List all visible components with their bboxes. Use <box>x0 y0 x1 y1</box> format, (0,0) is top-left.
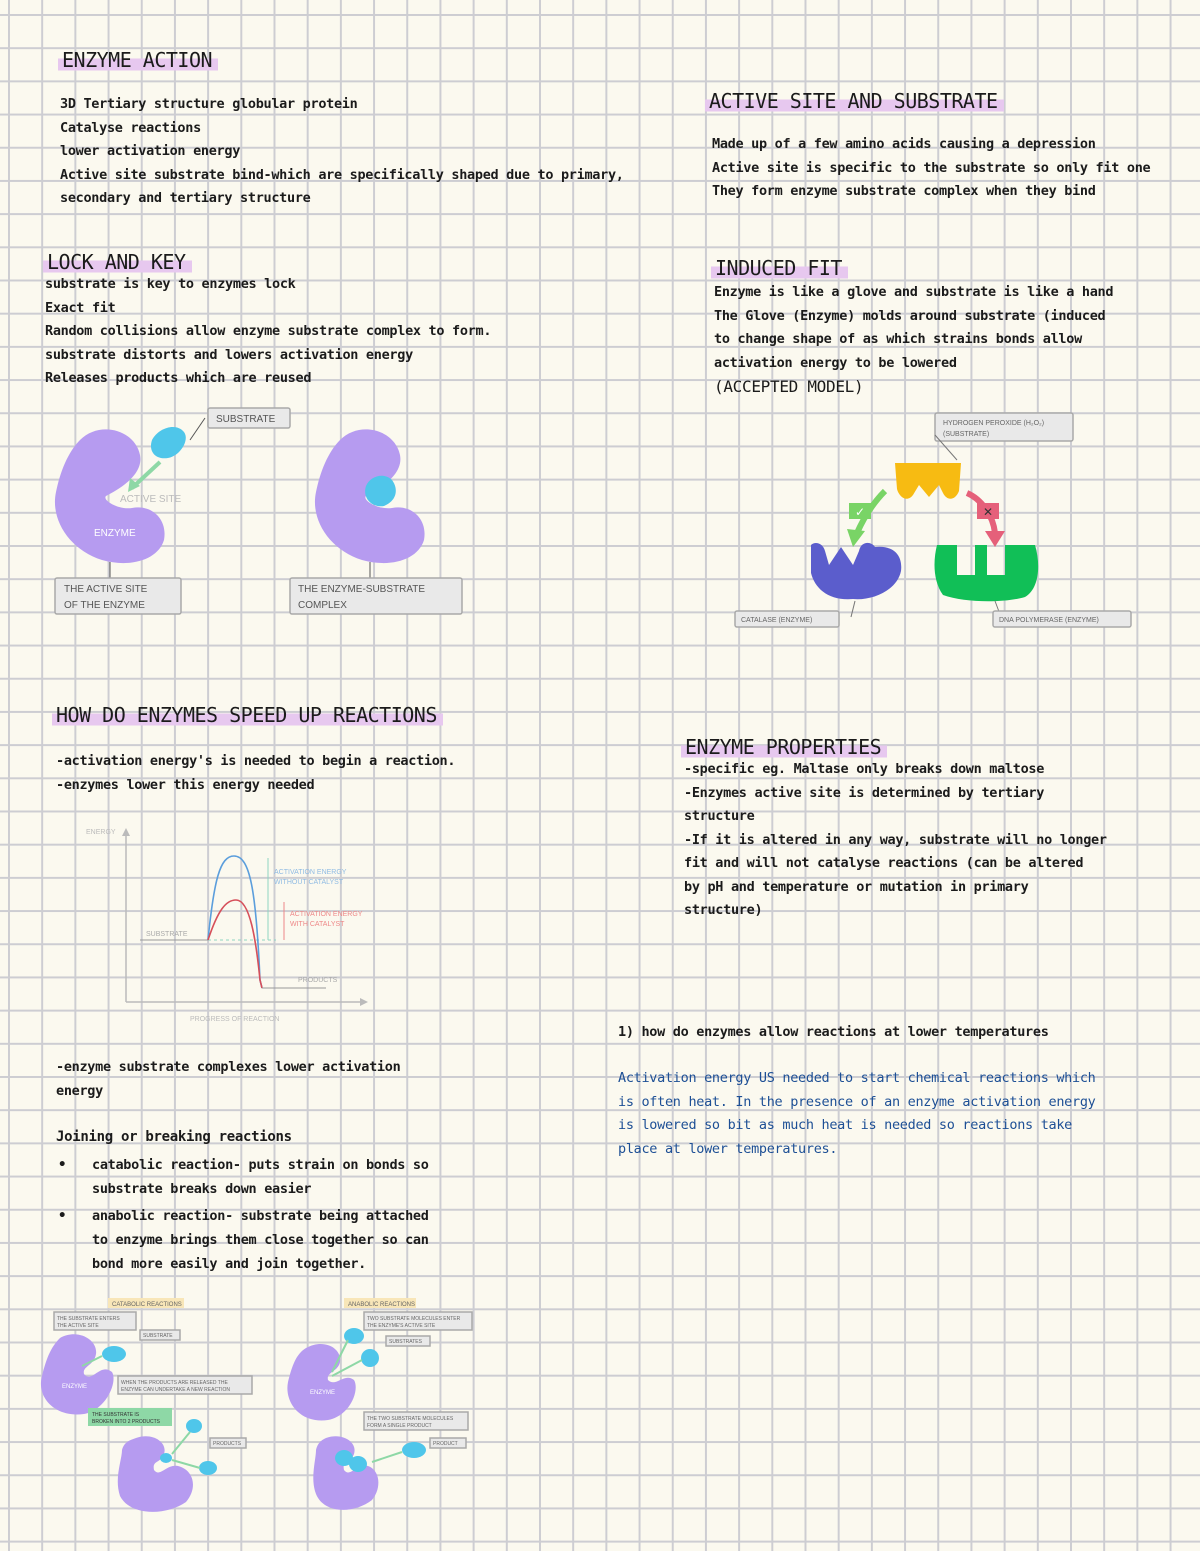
note-line: by pH and temperature or mutation in primary <box>684 878 1029 895</box>
note-line: Exact fit <box>45 299 116 316</box>
act-blue-1: ACTIVATION ENERGY <box>274 869 347 876</box>
note-line: fit and will not catalyse reactions (can be altered <box>684 855 1084 871</box>
note-line: structure <box>684 808 755 824</box>
note-line: Made up of a few amino acids causing a depression <box>712 136 1096 152</box>
cat-enzyme: ENZYME <box>62 1384 88 1390</box>
act-blue-2: WITHOUT CATALYST <box>274 879 344 886</box>
catabolic-title: CATABOLIC REACTIONS <box>112 1302 182 1308</box>
ana-product: PRODUCT <box>433 1441 458 1447</box>
lock-and-key-heading: LOCK AND KEY <box>43 248 192 276</box>
cat-products: PRODUCTS <box>213 1441 242 1447</box>
dna-polymerase-label: DNA POLYMERASE (ENZYME) <box>999 617 1099 624</box>
cat-broken-2: BROKEN INTO 2 PRODUCTS <box>92 1419 160 1425</box>
lock-and-key-diagram <box>40 400 480 630</box>
note-line: substrate is key to enzymes lock <box>45 276 296 292</box>
note-line: energy <box>56 1082 103 1099</box>
cross-icon: ✕ <box>983 505 994 519</box>
act-red-1: ACTIVATION ENERGY <box>290 911 363 918</box>
note-line: to change shape of as which strains bonds allow <box>714 331 1082 347</box>
speed-up-notes <box>56 750 455 797</box>
caption-right-1: THE ENZYME-SUBSTRATE <box>298 584 426 595</box>
ana-substrates: SUBSTRATES <box>389 1339 422 1345</box>
induced-fit-heading: INDUCED FIT <box>711 254 848 282</box>
bullet-line: to enzyme brings them close together so can <box>92 1232 429 1248</box>
catalase-label: CATALASE (ENZYME) <box>741 617 813 624</box>
cat-enters-2: THE ACTIVE SITE <box>57 1323 99 1329</box>
ana-enzyme: ENZYME <box>310 1390 336 1396</box>
act-red-2: WITH CATALYST <box>290 921 345 928</box>
note-line: The Glove (Enzyme) molds around substrate (induced <box>714 307 1106 324</box>
caption-left-2: OF THE ENZYME <box>64 600 145 611</box>
ana-enters-1: TWO SUBSTRATE MOLECULES ENTER <box>367 1316 461 1322</box>
ana-form-1: THE TWO SUBSTRATE MOLECULES <box>367 1416 454 1422</box>
note-line: They form enzyme substrate complex when they bind <box>712 183 1096 199</box>
properties-notes <box>684 758 1107 923</box>
induced-fit-diagram <box>725 405 1145 635</box>
y-axis-label: ENERGY <box>86 829 116 836</box>
question-text: 1) how do enzymes allow reactions at lower temperatures <box>618 1024 1049 1040</box>
note-line: structure) <box>684 902 763 918</box>
bullet-icon: • <box>58 1157 67 1173</box>
substrate-label-2: (SUBSTRATE) <box>943 431 990 438</box>
active-site-label: ACTIVE SITE <box>120 494 182 505</box>
bullet-line: catabolic reaction- puts strain on bonds so <box>92 1157 429 1173</box>
note-line: Random collisions allow enzyme substrate complex to form. <box>45 323 492 339</box>
note-line: Active site substrate bind-which are specifically shaped due to primary, <box>60 166 624 183</box>
tick-icon: ✓ <box>855 505 866 519</box>
joining-title: Joining or breaking reactions <box>56 1129 292 1145</box>
cat-enters-1: THE SUBSTRATE ENTERS <box>57 1316 120 1322</box>
note-line: -Enzymes active site is determined by tertiary <box>684 784 1045 801</box>
caption-left-1: THE ACTIVE SITE <box>64 584 148 595</box>
cat-substrate: SUBSTRATE <box>143 1333 173 1339</box>
cat-released-2: ENZYME CAN UNDERTAKE A NEW REACTION <box>121 1387 230 1393</box>
answer-line: Activation energy US needed to start chemical reactions which <box>618 1070 1096 1086</box>
ana-form-2: FORM A SINGLE PRODUCT <box>367 1423 432 1429</box>
energy-graph <box>80 820 400 1030</box>
note-line: Catalyse reactions <box>60 119 201 136</box>
catabolic-diagram <box>36 1292 266 1522</box>
note-line: Enzyme is like a glove and substrate is like a hand <box>714 284 1114 300</box>
properties-heading: ENZYME PROPERTIES <box>681 733 887 761</box>
enzyme-action-notes <box>60 93 624 211</box>
anabolic-diagram <box>282 1292 492 1522</box>
note-line: -activation energy's is needed to begin a reaction. <box>56 753 456 769</box>
bullet-icon: • <box>58 1208 67 1224</box>
accepted-model: (ACCEPTED MODEL) <box>714 377 864 396</box>
note-line: activation energy to be lowered <box>714 354 957 371</box>
active-site-heading: ACTIVE SITE AND SUBSTRATE <box>705 87 1004 115</box>
substrate-label-1: HYDROGEN PEROXIDE (H₂O₂) <box>943 420 1045 427</box>
bullet-line: substrate breaks down easier <box>92 1181 312 1197</box>
products-label: PRODUCTS <box>298 977 338 984</box>
note-line: -enzyme substrate complexes lower activation <box>56 1059 401 1075</box>
complex-notes <box>56 1056 400 1103</box>
note-line: -If it is altered in any way, substrate will no longer <box>684 831 1107 848</box>
induced-fit-notes <box>714 281 1113 399</box>
x-axis-label: PROGRESS OF REACTION <box>190 1016 280 1023</box>
note-line: secondary and tertiary structure <box>60 190 311 206</box>
answer-line: is lowered so bit as much heat is needed so reactions take <box>618 1117 1073 1133</box>
note-line: 3D Tertiary structure globular protein <box>60 96 358 112</box>
substrate-label: SUBSTRATE <box>146 931 188 938</box>
enzyme-action-heading: ENZYME ACTION <box>58 46 218 74</box>
substrate-shape <box>895 463 961 499</box>
catalase-shape <box>811 543 901 599</box>
note-line: substrate distorts and lowers activation energy <box>45 346 413 363</box>
cat-released-1: WHEN THE PRODUCTS ARE RELEASED THE <box>121 1380 228 1386</box>
bullet-line: anabolic reaction- substrate being attached <box>92 1208 429 1224</box>
bullet-catabolic <box>58 1153 478 1201</box>
ana-enters-2: THE ENZYME'S ACTIVE SITE <box>367 1323 436 1329</box>
active-site-notes <box>712 133 1150 204</box>
substrate-shape <box>151 427 186 458</box>
speed-up-heading: HOW DO ENZYMES SPEED UP REACTIONS <box>52 701 443 729</box>
note-line: lower activation energy <box>60 143 241 159</box>
cat-broken-1: THE SUBSTRATE IS <box>92 1412 140 1418</box>
answer-text <box>618 1067 1096 1161</box>
lock-and-key-notes <box>45 273 491 391</box>
answer-line: is often heat. In the presence of an enzyme activation energy <box>618 1093 1096 1110</box>
note-line: -enzymes lower this energy needed <box>56 776 315 793</box>
answer-line: place at lower temperatures. <box>618 1140 838 1157</box>
bullet-line: bond more easily and join together. <box>92 1256 366 1272</box>
dna-polymerase-shape <box>935 545 1039 601</box>
bullet-anabolic <box>58 1204 478 1276</box>
enzyme-label: ENZYME <box>94 528 136 539</box>
note-line: Active site is specific to the substrate so only fit one <box>712 159 1151 176</box>
note-line: -specific eg. Maltase only breaks down maltose <box>684 761 1045 777</box>
caption-right-2: COMPLEX <box>298 600 347 611</box>
anabolic-title: ANABOLIC REACTIONS <box>348 1302 416 1308</box>
substrate-label: SUBSTRATE <box>216 414 276 425</box>
note-line: Releases products which are reused <box>45 370 312 386</box>
